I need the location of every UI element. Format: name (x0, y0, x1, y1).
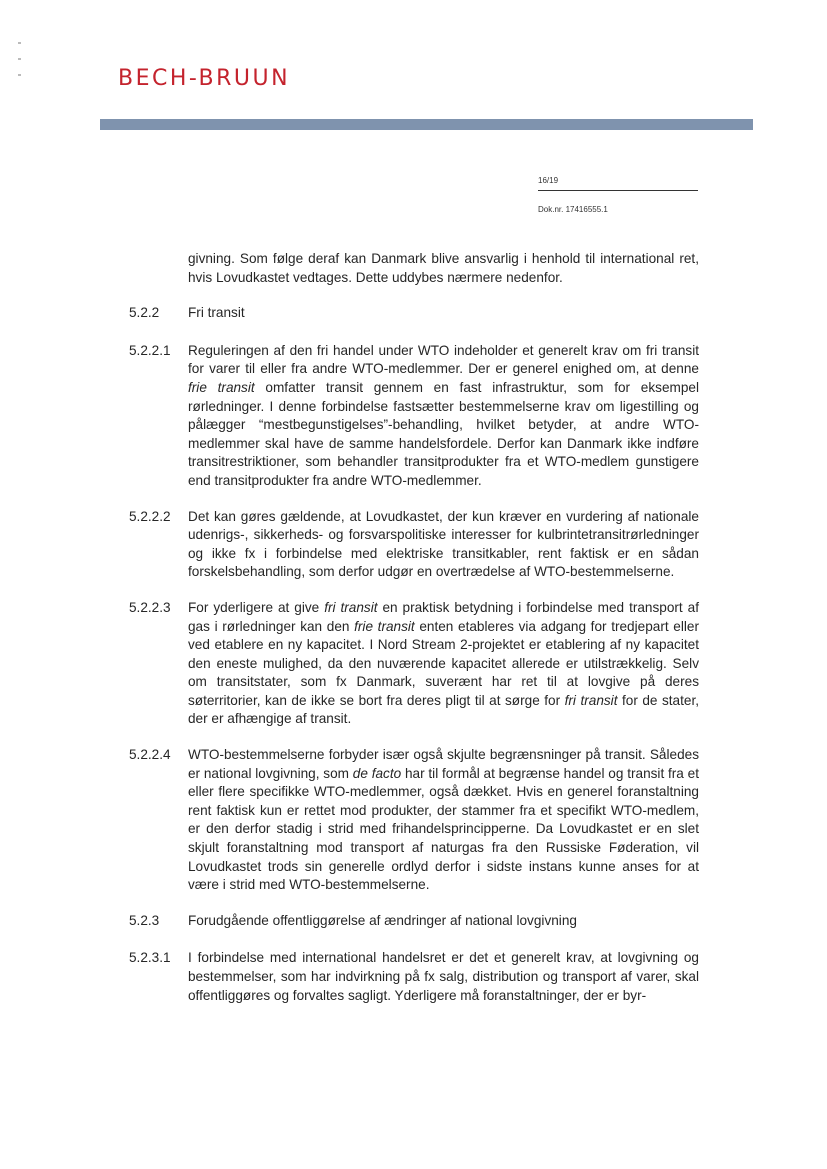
paragraph-text (188, 342, 699, 491)
italic-term: fri transit (324, 599, 378, 615)
paragraph (129, 508, 699, 582)
text-run: har til formål at begrænse handel og transit fra et eller flere specifikke WTO-medlemmer, også dækket. Hvis en generel foranstaltning rent faktisk kun er rettet mod produkter, der stammer fra et specifikt WTO-medlem, er den derfor stadig i strid med frihandelsprincipperne. Da Lovudkastet er en slet skjult foranstaltning mod transport af naturgas fra den Russiske Føderation, vil Lovudkastet trods sin generelle ordlyd derfor i sidste instans kunne anses for at være i strid med WTO-bestemmelserne. (188, 765, 699, 893)
section-number: 5.2.3 (129, 912, 160, 928)
text-run: Forudgående offentliggørelse af ændringer af national lovgivning (188, 912, 577, 928)
scan-mark (18, 42, 21, 44)
section-number: 5.2.2.1 (129, 342, 171, 358)
paragraph (129, 599, 699, 729)
paragraph-text (188, 949, 699, 1005)
italic-term: de facto (352, 765, 402, 781)
text-run: omfatter transit gennem en fast infrastruktur, som for eksempel rørledninger. I denne forbindelse fastsætter bestemmelserne krav om ligestilling og pålægger “mestbegunstigelses”-behandling, hvilket betyder, at andre WTO-medlemmer skal have de samme handelsfordele. Derfor kan Danmark ikke indføre transitrestriktioner, som behandler transitprodukter fra et WTO-medlem gunstigere end transitprodukter fra andre WTO-medlemmer. (188, 379, 699, 488)
section-number: 5.2.3.1 (129, 950, 171, 966)
paragraph (129, 250, 699, 287)
section-number: 5.2.2 (129, 305, 160, 321)
scan-mark (18, 74, 21, 76)
text-run: Det kan gøres gældende, at Lovudkastet, der kun kræver en vurdering af nationale udenrigs-, sikkerheds- og forsvarspolitiske interesser for kulbrintetransitrørledninger og ikke fx i forbindelse med elektriske transitkabler, rent faktisk er en sådan forskelsbehandling, som derfor udgør en overtrædelse af WTO-bestemmelserne. (188, 508, 699, 580)
italic-term: frie transit (354, 618, 415, 634)
text-run: I forbindelse med international handelsret er det et generelt krav, at lovgivning og bestemmelser, som har indvirkning på fx salg, distribution og transport af varer, skal offentliggøres og forvaltes sagligt. Yderligere må foranstaltninger, der er byr- (188, 950, 699, 1003)
italic-term: fri transit (564, 692, 618, 708)
company-logo: BECH-BRUUN (118, 66, 291, 91)
text-run: Reguleringen af den fri handel under WTO indeholder et generelt krav om fri transit for varer til eller fra andre WTO-medlemmer. Der er generel enighed om, at denne (188, 342, 699, 377)
document-body (129, 250, 699, 1022)
heading-text (188, 912, 699, 931)
page-number: 16/19 (538, 176, 559, 185)
section-heading (129, 912, 699, 931)
text-run: for de stater, der er afhængige af transit. (188, 692, 700, 727)
heading-text (188, 304, 699, 323)
italic-term: frie transit (188, 379, 255, 395)
text-run: enten etableres via adgang for tredjepart eller ved etablere en ny kapacitet. I Nord Stream 2-projektet er etablering af ny kapacitet den eneste mulighed, da den nuværende kapacitet allerede er utilstrækkelig. Selv om transitstater, som fx Danmark, suverænt har ret til at lovgive på deres søterritorier, kan de ikke se bort fra deres pligt til at sørge for (188, 618, 699, 708)
section-number: 5.2.2.3 (129, 599, 171, 615)
section-number (129, 250, 188, 287)
text-run: givning. Som følge deraf kan Danmark blive ansvarlig i henhold til international ret, hvis Lovudkastet vedtages. Dette uddybes nærmere nedenfor. (188, 251, 699, 285)
paragraph-text (188, 746, 699, 895)
paragraph (129, 949, 699, 1005)
paragraph-text (188, 250, 699, 287)
document-number: Dok.nr. 17416555.1 (538, 205, 608, 214)
paragraph-text (188, 508, 699, 582)
text-run: For yderligere at give (188, 599, 325, 615)
scan-mark (18, 58, 21, 60)
paragraph-text (188, 599, 699, 729)
text-run: Fri transit (188, 305, 245, 321)
header-rule (538, 190, 698, 191)
header-bar (100, 119, 753, 130)
section-number: 5.2.2.4 (129, 747, 171, 763)
section-heading (129, 304, 699, 323)
text-run: WTO-bestemmelserne forbyder især også skjulte begrænsninger på transit. Således er national lovgivning, som (188, 747, 699, 781)
section-number: 5.2.2.2 (129, 508, 171, 524)
text-run: en praktisk betydning i forbindelse med transport af gas i rørledninger kan den (188, 599, 700, 634)
paragraph (129, 342, 699, 491)
paragraph (129, 746, 699, 895)
